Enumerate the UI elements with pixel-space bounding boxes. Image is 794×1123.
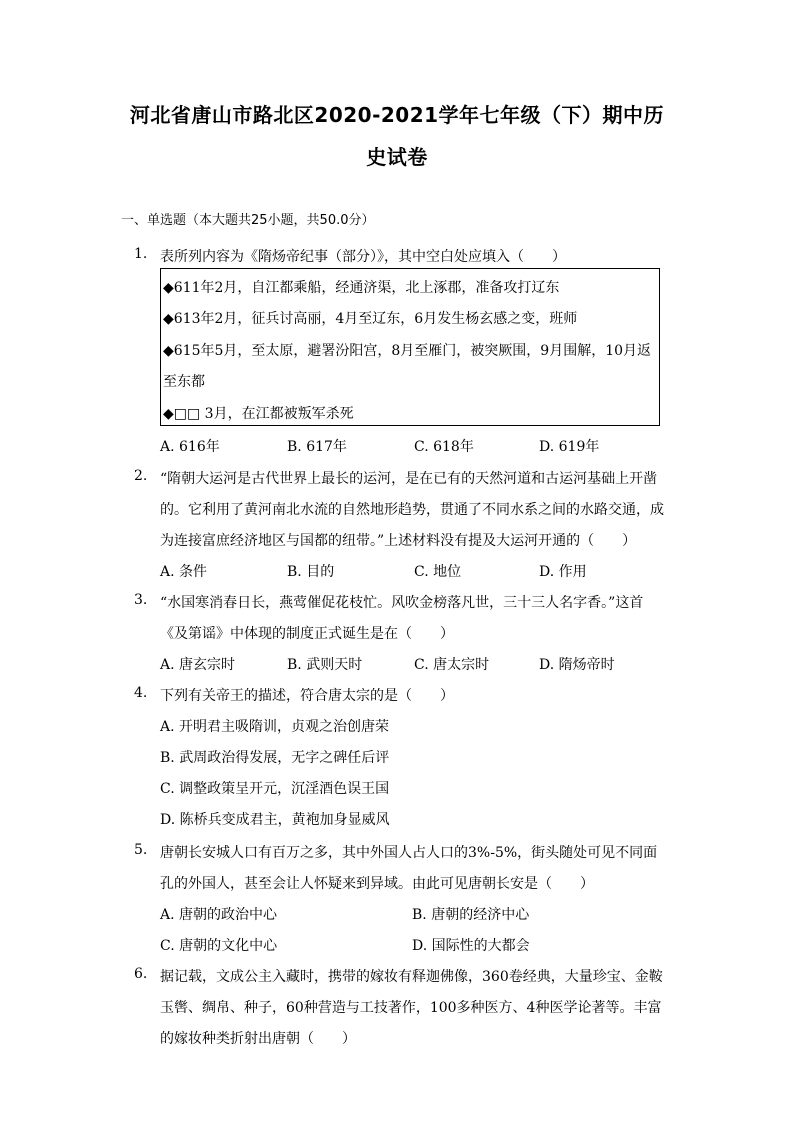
option-a[interactable]: A. 条件 bbox=[160, 564, 208, 580]
question-text: 唐朝长安城人口有百万之多，其中外国人占人口的3%-5%，街头随处可见不同面 bbox=[160, 845, 658, 861]
question-text: 《及第谣》中体现的制度正式诞生是在（ ） bbox=[160, 626, 454, 642]
question-text: 下列有关帝王的描述，符合唐太宗的是（ ） bbox=[160, 688, 454, 704]
option-d[interactable]: D. 隋炀帝时 bbox=[539, 657, 615, 673]
option-a[interactable]: A. 开明君主吸隋训，贞观之治创唐荣 bbox=[160, 719, 390, 735]
option-c[interactable]: C. 唐太宗时 bbox=[414, 657, 490, 673]
option-d[interactable]: D. 陈桥兵变成君主，黄袍加身显威风 bbox=[160, 812, 390, 828]
section-heading: 一、单选题（本大题共25小题，共50.0分） bbox=[121, 213, 375, 228]
question-text: 的嫁妆种类折射出唐朝（ ） bbox=[160, 1031, 356, 1047]
table-row: ◆□□ 3月，在江都被叛军杀死 bbox=[163, 406, 354, 422]
table-row: ◆615年5月，至太原，避署汾阳宫，8月至雁门，被突厥围，9月围解，10月返 bbox=[163, 343, 652, 359]
page-title-line-2: 史试卷 bbox=[366, 145, 428, 169]
option-d[interactable]: D. 619年 bbox=[539, 439, 600, 455]
option-d[interactable]: D. 作用 bbox=[539, 564, 587, 580]
question-number: 5. bbox=[134, 842, 148, 858]
option-b[interactable]: B. 617年 bbox=[287, 439, 347, 455]
option-c[interactable]: C. 调整政策呈开元，沉淫酒色误王国 bbox=[160, 781, 390, 797]
question-text: 孔的外国人，甚至会让人怀疑来到异域。由此可见唐朝长安是（ ） bbox=[160, 876, 594, 892]
question-text: “隋朝大运河是古代世界上最长的运河，是在已有的天然河道和古运河基础上开凿 bbox=[160, 471, 658, 487]
option-b[interactable]: B. 目的 bbox=[287, 564, 335, 580]
question-number: 4. bbox=[134, 685, 148, 701]
timeline-table bbox=[160, 268, 660, 426]
option-c[interactable]: C. 618年 bbox=[414, 439, 474, 455]
question-number: 1. bbox=[134, 246, 148, 262]
option-c[interactable]: C. 唐朝的文化中心 bbox=[160, 938, 278, 954]
question-text: 为连接富庶经济地区与国都的纽带。”上述材料没有提及大运河开通的（ ） bbox=[160, 533, 637, 549]
option-c[interactable]: C. 地位 bbox=[414, 564, 462, 580]
table-row: 至东都 bbox=[163, 374, 205, 390]
question-number: 3. bbox=[134, 592, 148, 608]
question-text: 表所列内容为《隋炀帝纪事（部分）》，其中空白处应填入（ ） bbox=[160, 249, 566, 265]
table-row: ◆611年2月，自江都乘船，经通济渠，北上涿郡，准备攻打辽东 bbox=[163, 280, 560, 296]
question-text: 玉辔、绸帛、种子，60种营造与工技著作，100多种医方、4种医学论著等。丰富 bbox=[160, 1000, 662, 1016]
table-row: ◆613年2月，征兵讨高丽，4月至辽东，6月发生杨玄感之变，班师 bbox=[163, 311, 578, 327]
option-a[interactable]: A. 616年 bbox=[160, 439, 220, 455]
option-a[interactable]: A. 唐玄宗时 bbox=[160, 657, 236, 673]
option-a[interactable]: A. 唐朝的政治中心 bbox=[160, 907, 278, 923]
page-title-line-1: 河北省唐山市路北区2020-2021学年七年级（下）期中历 bbox=[129, 103, 665, 127]
question-number: 2. bbox=[134, 468, 148, 484]
question-text: 的。它利用了黄河南北水流的自然地形趋势，贯通了不同水系之间的水路交通，成 bbox=[160, 502, 664, 518]
question-text: “水国寒消春日长，燕莺催促花枝忙。风吹金榜落凡世，三十三人名字香。”这首 bbox=[160, 595, 644, 611]
option-b[interactable]: B. 武则天时 bbox=[287, 657, 363, 673]
question-text: 据记载，文成公主入藏时，携带的嫁妆有释迦佛像，360卷经典，大量珍宝、金鞍 bbox=[160, 969, 663, 985]
option-b[interactable]: B. 武周政治得发展，无字之碑任后评 bbox=[160, 750, 390, 766]
option-d[interactable]: D. 国际性的大都会 bbox=[412, 938, 530, 954]
option-b[interactable]: B. 唐朝的经济中心 bbox=[412, 907, 530, 923]
question-number: 6. bbox=[134, 966, 148, 982]
